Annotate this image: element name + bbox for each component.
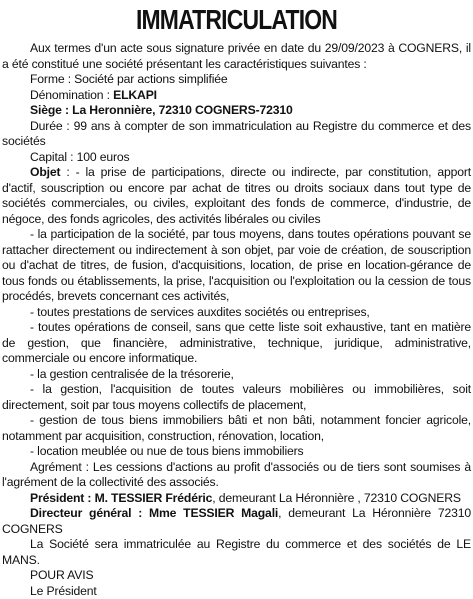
- pour-avis-line: POUR AVIS: [2, 568, 471, 584]
- signature-line: Le Président: [2, 584, 471, 599]
- objet-text: : - la prise de participations, directe ou indirecte, par constitution, apport d'actif, souscription ou encore par achat de titres ou droits sociaux dans tout type de sociétés commerciales, ou civiles, exploitant des fonds de commerce, d'industrie, de négoce, des fonds agricoles, des activités libérales ou civiles: [2, 165, 471, 226]
- capital-line: Capital : 100 euros: [2, 150, 471, 166]
- dg-line: [2, 506, 471, 537]
- denomination-line: [2, 88, 471, 104]
- objet-label: Objet: [30, 165, 60, 179]
- forme-line: Forme : Société par actions simplifiée: [2, 72, 471, 88]
- objet-paragraph: [2, 165, 471, 227]
- intro-paragraph: Aux termes d'un acte sous signature privée en date du 29/09/2023 à COGNERS, il a été constitué une société présentant les caractéristiques suivantes :: [2, 41, 471, 72]
- duree-line: Durée : 99 ans à compter de son immatriculation au Registre du commerce et des sociétés: [2, 119, 471, 150]
- president-text: , demeurant La Héronnière , 72310 COGNERS: [212, 491, 461, 505]
- objet-item: - gestion de tous biens immobiliers bâti et non bâti, notamment foncier agricole, notamment par acquisition, construction, rénovation, location,: [2, 413, 471, 444]
- agrement-paragraph: Agrément : Les cessions d'actions au profit d'associés ou de tiers sont soumises à l'agrément de la collectivité des associés.: [2, 460, 471, 491]
- objet-item: - toutes opérations de conseil, sans que cette liste soit exhaustive, tant en matière de gestion, que financière, administrative, technique, juridique, administrative, commerciale ou encore informatique.: [2, 320, 471, 367]
- objet-item: - location meublée ou nue de tous biens immobiliers: [2, 444, 471, 460]
- president-line: [2, 491, 471, 507]
- dg-text: , demeurant La Héronnière 72310 COGNERS: [2, 506, 471, 536]
- objet-item: - toutes prestations de services auxdites sociétés ou entreprises,: [2, 305, 471, 321]
- dg-label: Directeur général : Mme TESSIER Magali: [30, 506, 278, 520]
- president-label: Président : M. TESSIER Frédéric: [30, 491, 212, 505]
- siege-line: Siège : La Heronnière, 72310 COGNERS-72310: [2, 103, 471, 119]
- denomination-label: Dénomination :: [30, 88, 113, 102]
- objet-item: - la participation de la société, par tous moyens, dans toutes opérations pouvant se rattacher directement ou indirectement à son objet, par voie de création, de souscription ou d'achat de titres, de fusion, d'acquisitions, location, de prise en location-gérance de tous fonds ou établissements, la prise, l'acquisition ou l'exploitation ou la cession de tous procédés, brevets concernant ces activités,: [2, 227, 471, 305]
- notice-body: [2, 41, 471, 599]
- objet-item: - la gestion centralisée de la trésorerie,: [2, 367, 471, 383]
- denomination-value: ELKAPI: [113, 88, 157, 102]
- rcs-line: La Société sera immatriculée au Registre du commerce et des sociétés de LE MANS.: [2, 537, 471, 568]
- notice-title: IMMATRICULATION: [43, 4, 431, 36]
- objet-item: - la gestion, l'acquisition de toutes valeurs mobilières ou immobilières, soit directement, soit par tous moyens collectifs de placement,: [2, 382, 471, 413]
